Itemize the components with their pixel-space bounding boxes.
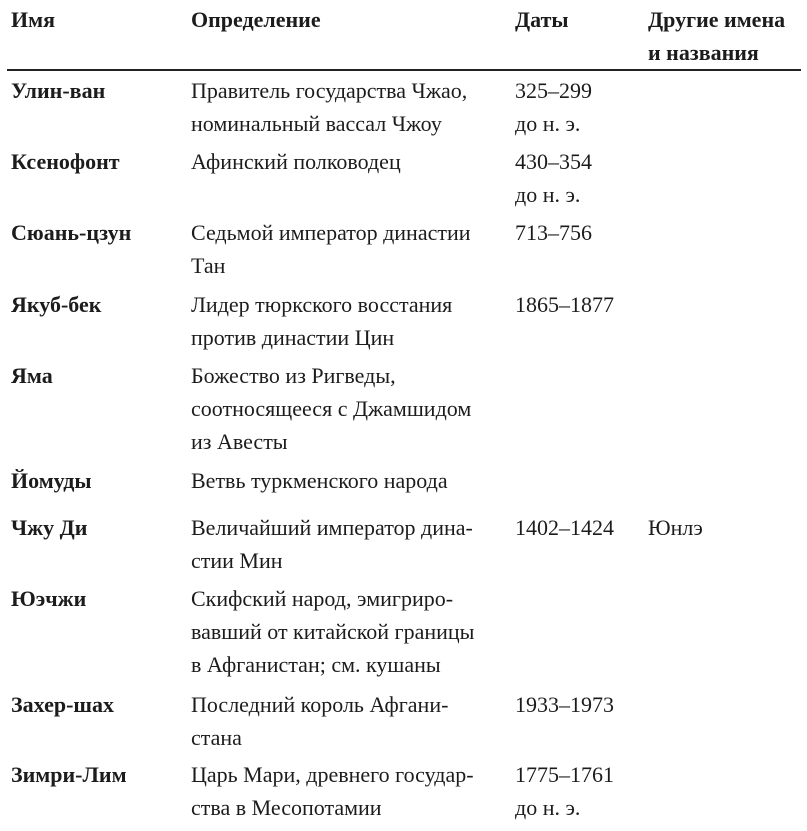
- row-dates: [515, 511, 614, 544]
- definition-line: соотносящееся с Джамшидом: [191, 396, 472, 421]
- header-definition: Определение: [191, 7, 321, 32]
- header-name: Имя: [11, 7, 55, 32]
- dates-line: 1865–1877: [515, 292, 614, 317]
- row-definition: [191, 288, 452, 354]
- row-name: Яма: [11, 363, 53, 388]
- definition-line: вавший от китайской границы: [191, 619, 475, 644]
- dates-line: 1933–1973: [515, 692, 614, 717]
- definition-line: Седьмой император династии: [191, 220, 471, 245]
- definition-line: стана: [191, 725, 242, 750]
- row-definition: [191, 74, 467, 140]
- definition-line: стии Мин: [191, 548, 283, 573]
- row-dates: [515, 688, 614, 721]
- definition-line: в Афганистан; см. кушаны: [191, 652, 441, 677]
- header-rule: [7, 69, 801, 71]
- table-header: [0, 0, 807, 70]
- row-name: Улин-ван: [11, 78, 106, 103]
- row-definition: [191, 511, 473, 577]
- row-definition: [191, 688, 448, 754]
- row-dates: [515, 758, 614, 824]
- definition-line: Царь Мари, древнего государ-: [191, 762, 474, 787]
- dates-line: до н. э.: [515, 182, 581, 207]
- row-definition: [191, 758, 474, 824]
- definition-line: Божество из Ригведы,: [191, 363, 396, 388]
- definition-line: Афинский полководец: [191, 149, 401, 174]
- row-name: Чжу Ди: [11, 515, 88, 540]
- definition-line: Последний король Афгани-: [191, 692, 449, 717]
- row-name: Юэчжи: [11, 586, 87, 611]
- dates-line: 1402–1424: [515, 515, 614, 540]
- row-definition: [191, 359, 471, 458]
- dates-line: до н. э.: [515, 795, 581, 820]
- definition-line: ства в Месопотамии: [191, 795, 382, 820]
- row-definition: [191, 145, 401, 178]
- row-name: Ксенофонт: [11, 149, 120, 174]
- definition-line: Ветвь туркменского народа: [191, 468, 448, 493]
- row-name: Сюань-цзун: [11, 220, 132, 245]
- row-name: Захер-шах: [11, 692, 114, 717]
- definition-line: номинальный вассал Чжоу: [191, 111, 442, 136]
- header-other-line1: Другие имена: [648, 7, 786, 32]
- row-dates: [515, 74, 592, 140]
- row-name: Йомуды: [11, 468, 92, 493]
- row-name: Зимри-Лим: [11, 762, 127, 787]
- row-other-names: Юнлэ: [648, 515, 703, 540]
- dates-line: до н. э.: [515, 111, 581, 136]
- definition-line: против династии Цин: [191, 325, 395, 350]
- row-dates: [515, 216, 592, 249]
- row-definition: [191, 216, 471, 282]
- dates-line: 1775–1761: [515, 762, 614, 787]
- header-other-line2: и названия: [648, 40, 759, 65]
- row-dates: [515, 288, 614, 321]
- definition-line: Тан: [191, 253, 226, 278]
- row-definition: [191, 582, 474, 681]
- row-name: Якуб-бек: [11, 292, 102, 317]
- dates-line: 713–756: [515, 220, 592, 245]
- row-definition: [191, 464, 448, 497]
- definition-line: Величайший император дина-: [191, 515, 473, 540]
- definition-line: из Авесты: [191, 429, 288, 454]
- dates-line: 325–299: [515, 78, 592, 103]
- row-dates: [515, 145, 592, 211]
- definition-line: Скифский народ, эмигриро-: [191, 586, 454, 611]
- header-dates: Даты: [515, 7, 569, 32]
- dates-line: 430–354: [515, 149, 592, 174]
- definition-line: Лидер тюркского восстания: [191, 292, 453, 317]
- definition-line: Правитель государства Чжао,: [191, 78, 468, 103]
